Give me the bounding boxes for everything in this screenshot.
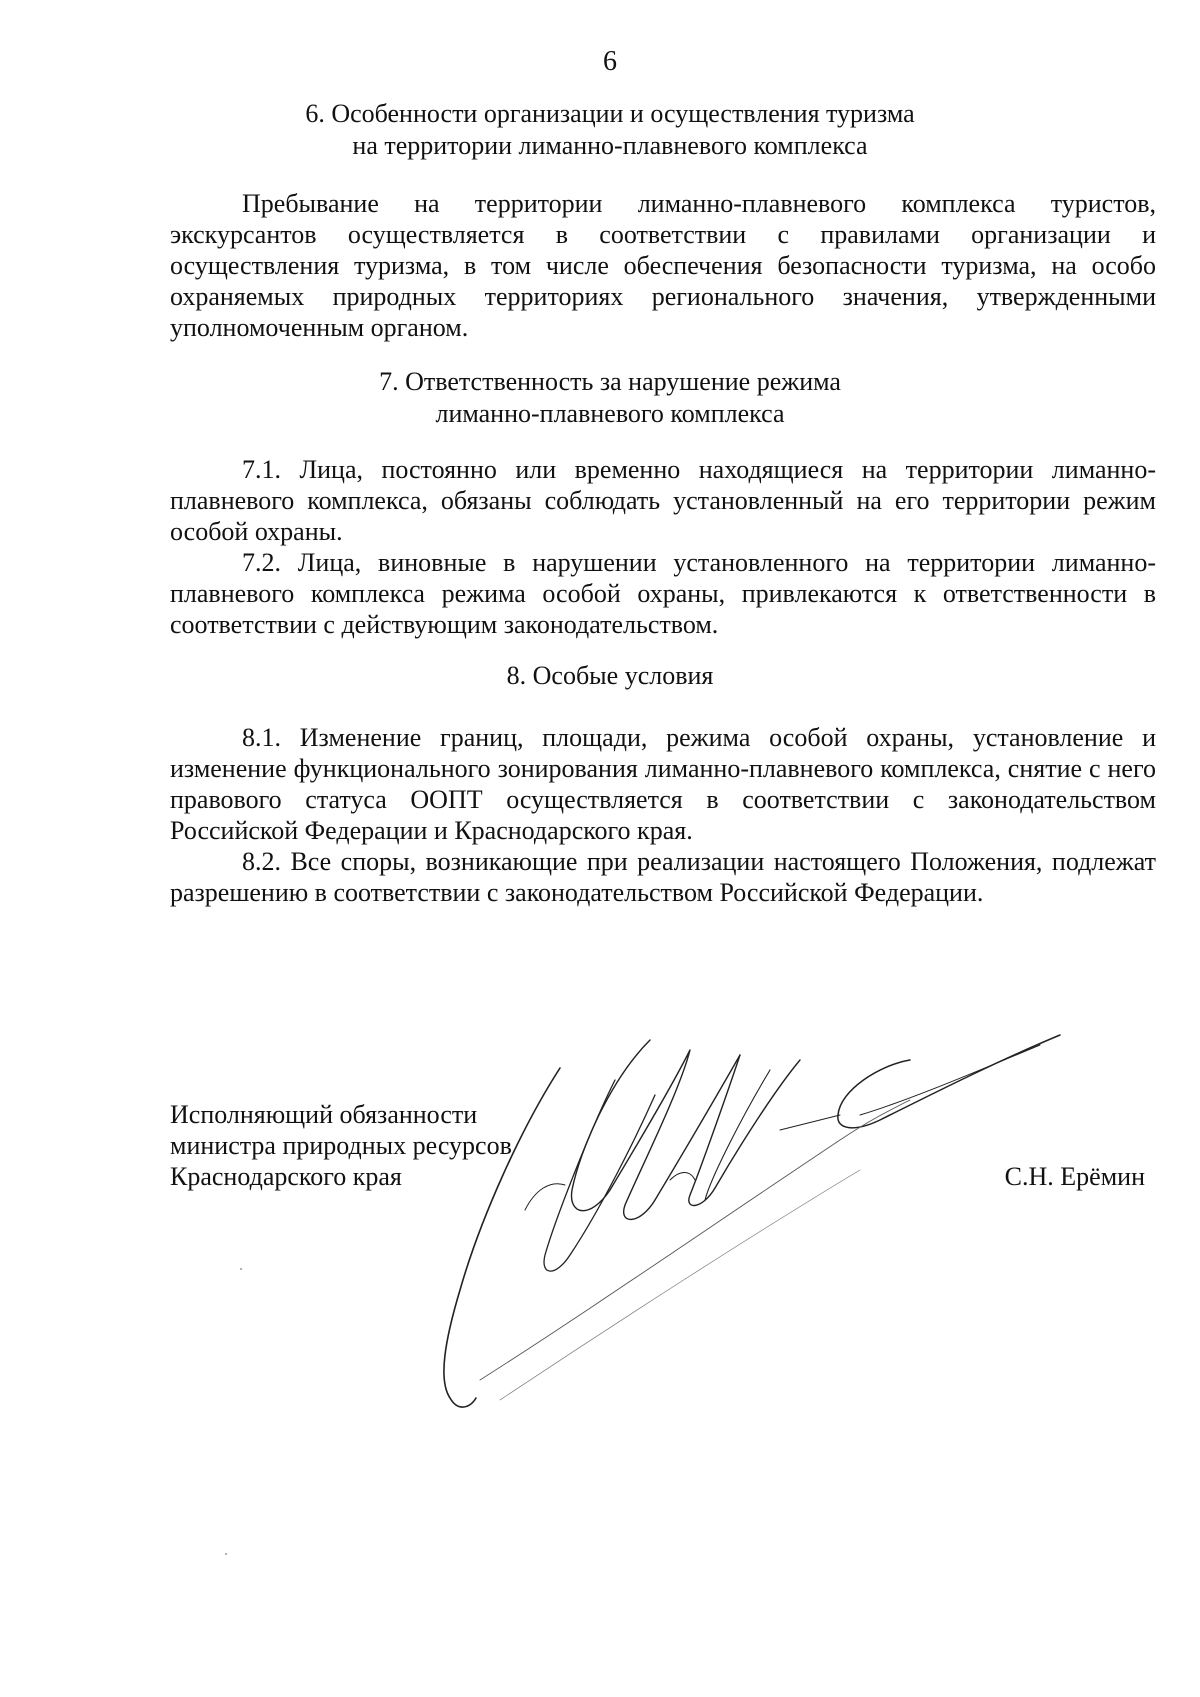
scan-speck bbox=[225, 1553, 227, 1555]
section-7-heading bbox=[0, 366, 1200, 430]
section-7-paragraph-1: 7.1. Лица, постоянно или временно находящиеся на территории лиманно-плавневого комплекса, обязаны соблюдать установленный на его территории режим особой охраны. bbox=[170, 455, 1156, 546]
handwritten-signature bbox=[440, 1020, 1120, 1450]
section-8-paragraph-2: 8.2. Все споры, возникающие при реализации настоящего Положения, подлежат разрешению в соответствии с законодательством Российской Федерации. bbox=[170, 847, 1156, 907]
section-7-heading-line2: лиманно-плавневого комплекса bbox=[435, 399, 785, 428]
signatory-title-line2: министра природных ресурсов bbox=[170, 1131, 512, 1160]
section-6-heading-line1: 6. Особенности организации и осуществления туризма bbox=[305, 99, 915, 128]
signatory-title-line3: Краснодарского края bbox=[170, 1162, 402, 1191]
scan-speck bbox=[240, 1268, 242, 1270]
section-7-paragraph-2: 7.2. Лица, виновные в нарушении установленного на территории лиманно-плавневого комплекса режима особой охраны, привлекаются к ответственности в соответствии с действующим законодательством. bbox=[170, 548, 1156, 639]
page-number: 6 bbox=[603, 46, 617, 77]
section-7-heading-line1: 7. Ответственность за нарушение режима bbox=[379, 367, 841, 396]
section-6-heading bbox=[0, 98, 1200, 162]
section-8-heading: 8. Особые условия bbox=[506, 661, 714, 690]
signatory-title-line1: Исполняющий обязанности bbox=[170, 1100, 478, 1129]
section-6-heading-line2: на территории лиманно-плавневого комплекса bbox=[352, 131, 868, 160]
section-8-paragraph-1: 8.1. Изменение границ, площади, режима особой охраны, установление и изменение функционального зонирования лиманно-плавневого комплекса, снятие с него правового статуса ООПТ осуществляется в соответствии с законодательством Российской Федерации и Краснодарского края. bbox=[170, 723, 1156, 845]
section-6-paragraph: Пребывание на территории лиманно-плавневого комплекса туристов, экскурсантов осуществляется в соответствии с правилами организации и осуществления туризма, в том числе обеспечения безопасности туризма, на особо охраняемых природных территориях регионального значения, утвержденными уполномоченным органом. bbox=[170, 189, 1156, 342]
signatory-name: С.Н. Ерёмин bbox=[1004, 1162, 1145, 1191]
